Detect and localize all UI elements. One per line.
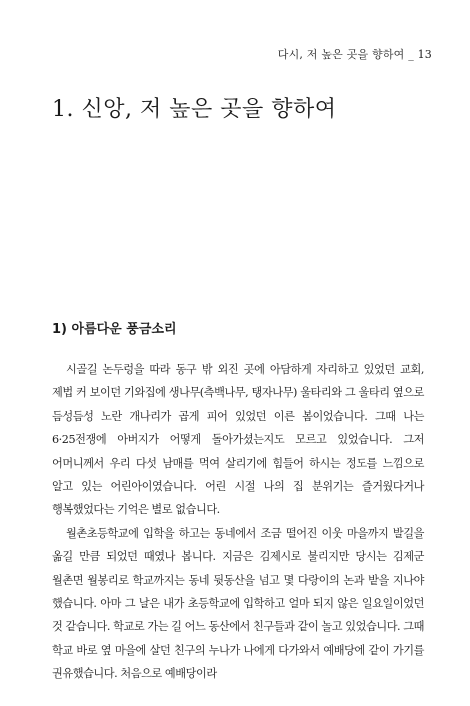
body-text <box>52 358 424 686</box>
paragraph: 시골길 논두렁을 따라 동구 밖 외진 곳에 아담하게 자리하고 있었던 교회, 제법 커 보이던 기와집에 생나무(측백나무, 탱자나무) 울타리와 그 울타리 옆으로 듬성듬성 노란 개나리가 곱게 피어 있었던 이른 봄이었습니다. 그때 나는 6·25전쟁에 아버지가 어떻게 돌아가셨는지도 모르고 있었습니다. 그저 어머니께서 우리 다섯 남매를 먹여 살리기에 힘들어 하시는 정도를 느낌으로 알고 있는 어린아이였습니다. 어린 시절 나의 집 분위기는 즐거웠다거나 행복했었다는 기억은 별로 없습니다. <box>52 363 424 517</box>
chapter-title: 1. 신앙, 저 높은 곳을 향하여 <box>52 97 337 122</box>
paragraph: 월촌초등학교에 입학을 하고는 동네에서 조금 떨어진 이웃 마을까지 발길을 옮길 만큼 되었던 때였나 봅니다. 지금은 김제시로 불리지만 당시는 김제군 월촌면 월봉리로 학교까지는 동네 뒷동산을 넘고 몇 다랑이의 논과 밭을 지나야 했습니다. 아마 그 날은 내가 초등학교에 입학하고 얼마 되지 않은 일요일이었던 것 같습니다. 학교로 가는 길 어느 동산에서 친구들과 같이 놀고 있었습니다. 그때 학교 바로 옆 마을에 살던 친구의 누나가 나에게 다가와서 예배당에 같이 가기를 권유했습니다. 처음으로 예배당이라 <box>52 526 424 681</box>
running-header: 다시, 저 높은 곳을 향하여 _ 13 <box>277 48 432 61</box>
section-title: 1) 아름다운 풍금소리 <box>52 322 177 337</box>
